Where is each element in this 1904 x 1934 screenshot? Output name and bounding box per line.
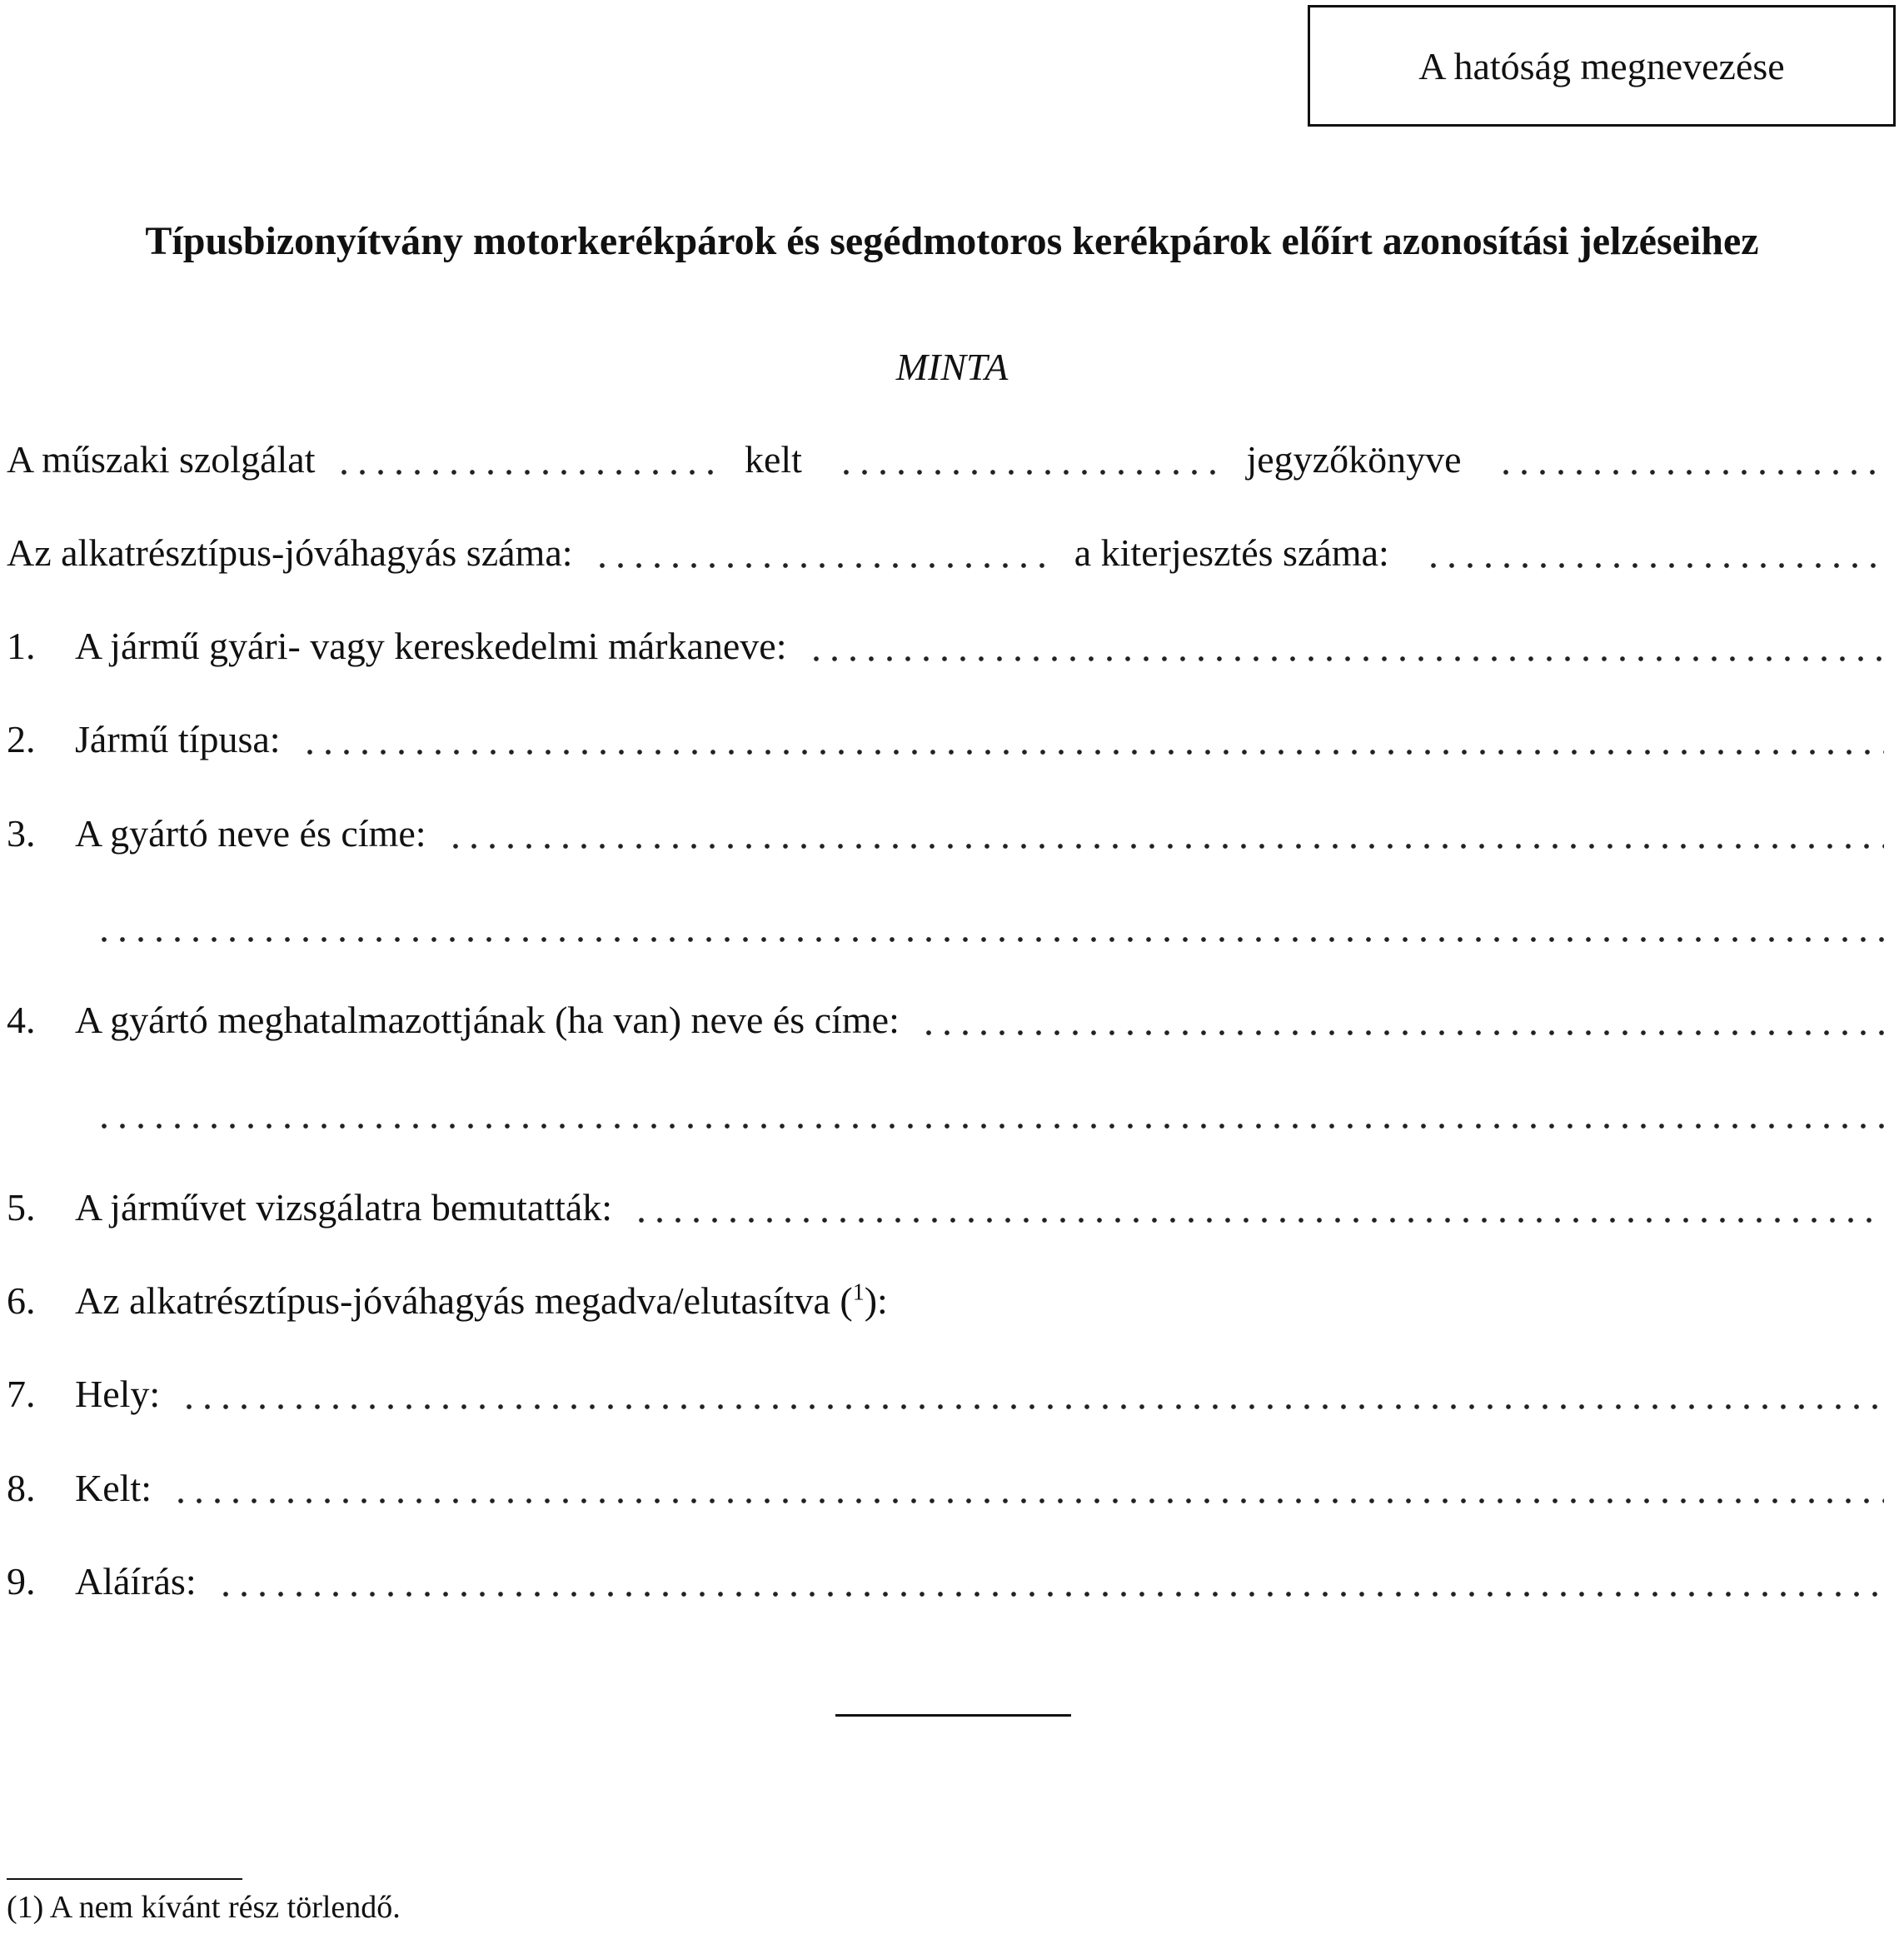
item-6-row — [7, 1279, 1891, 1332]
technical-service-field[interactable] — [335, 469, 723, 476]
item-label: Aláírás: — [75, 1560, 197, 1603]
item-number: 7. — [7, 1373, 36, 1415]
item-number: 6. — [7, 1279, 36, 1322]
item-number: 3. — [7, 812, 36, 855]
technical-service-row — [7, 437, 1891, 491]
approval-status-label-end: ): — [864, 1279, 888, 1322]
footnote-marker: (1) — [7, 1890, 44, 1925]
item-1-row — [7, 624, 1891, 677]
date-field[interactable] — [172, 1498, 1884, 1504]
item-label: A járművet vizsgálatra bemutatták: — [75, 1186, 613, 1229]
extension-number-label: a kiterjesztés száma: — [1074, 531, 1389, 574]
item-label: Hely: — [75, 1373, 161, 1415]
item-label: Jármű típusa: — [75, 718, 281, 760]
item-number: 4. — [7, 999, 36, 1041]
item-label: A jármű gyári- vagy kereskedelmi márkaneve: — [75, 625, 787, 667]
place-field[interactable] — [180, 1403, 1884, 1410]
item-number: 5. — [7, 1186, 36, 1229]
submitted-for-test-field[interactable] — [632, 1217, 1884, 1224]
document-subtitle: MINTA — [895, 346, 1009, 388]
report-field[interactable] — [1497, 469, 1885, 476]
dated-field[interactable] — [837, 469, 1225, 476]
item-4-row — [7, 998, 1891, 1051]
footnote-divider — [7, 1878, 242, 1880]
approval-number-field[interactable] — [593, 562, 1053, 569]
document-title: Típusbizonyítvány motorkerékpárok és segédmotoros kerékpárok előírt azonosítási jelzéseihez — [145, 219, 1759, 263]
item-9-row — [7, 1559, 1891, 1612]
approval-number-label: Az alkatrésztípus-jóváhagyás száma: — [7, 531, 573, 574]
item-3-row — [7, 811, 1891, 865]
manufacturer-name-field[interactable] — [446, 843, 1884, 850]
approval-status-label: Az alkatrésztípus-jóváhagyás megadva/elutasítva ( — [75, 1279, 853, 1322]
footnote — [7, 1889, 401, 1926]
item-number: 1. — [7, 625, 36, 667]
report-label: jegyzőkönyve — [1246, 438, 1462, 481]
footnote-reference: 1 — [852, 1279, 865, 1306]
item-2-row — [7, 717, 1891, 770]
item-label: A gyártó meghatalmazottjának (ha van) neve és címe: — [75, 999, 900, 1041]
manufacturer-address-field[interactable] — [95, 936, 1884, 943]
dated-label: kelt — [744, 438, 802, 481]
approval-number-row — [7, 531, 1891, 584]
authority-name-box — [1308, 5, 1896, 127]
technical-service-label: A műszaki szolgálat — [7, 438, 316, 481]
vehicle-type-field[interactable] — [301, 749, 1884, 755]
representative-address-field[interactable] — [95, 1123, 1884, 1129]
item-number: 2. — [7, 718, 36, 760]
item-label: Kelt: — [75, 1467, 152, 1509]
item-5-row — [7, 1185, 1891, 1239]
item-7-row — [7, 1372, 1891, 1425]
item-label: A gyártó neve és címe: — [75, 812, 426, 855]
item-8-row — [7, 1466, 1891, 1519]
footnote-text: A nem kívánt rész törlendő. — [49, 1890, 401, 1925]
item-label — [75, 1279, 888, 1323]
item-3-continuation-row — [95, 905, 1891, 958]
center-divider — [835, 1714, 1071, 1717]
authority-name-label: A hatóság megnevezése — [1418, 44, 1785, 87]
representative-name-field[interactable] — [920, 1029, 1884, 1036]
item-number: 9. — [7, 1560, 36, 1603]
item-4-continuation-row — [95, 1091, 1891, 1144]
trade-name-field[interactable] — [807, 655, 1884, 662]
extension-number-field[interactable] — [1424, 562, 1884, 569]
item-number: 8. — [7, 1467, 36, 1509]
signature-field[interactable] — [217, 1591, 1884, 1598]
